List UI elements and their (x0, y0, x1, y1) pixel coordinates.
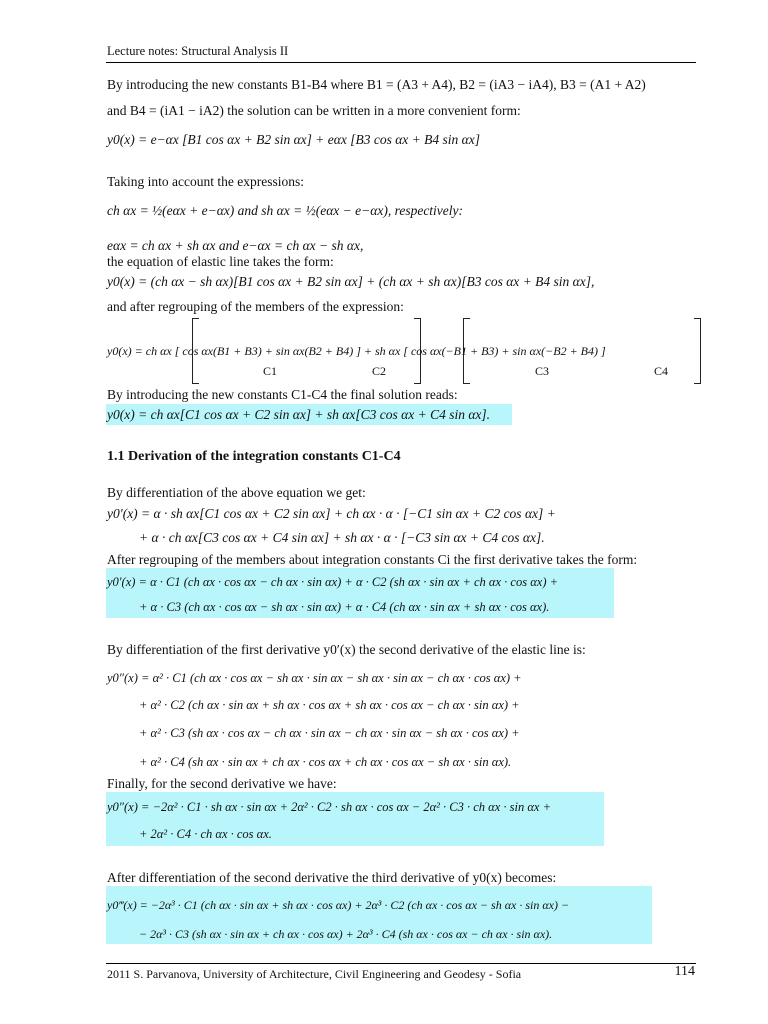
text-line: By differentiation of the above equation we get: (107, 485, 366, 500)
equation: + α² · C4 (sh αx · sin αx + ch αx · cos αx + ch αx · cos αx − sh αx · sin αx). (139, 755, 512, 769)
equation: − 2α³ · C3 (sh αx · sin αx + ch αx · cos αx) + 2α³ · C4 (sh αx · cos αx − ch αx · sin αx). (139, 927, 553, 941)
equation: y0(x) = ch αx[C1 cos αx + C2 sin αx] + sh αx[C3 cos αx + C4 sin αx]. (107, 407, 491, 422)
brace-label-c4: C4 (654, 364, 669, 378)
text-line: By introducing the new constants C1-C4 the final solution reads: (107, 387, 458, 402)
text-line: After differentiation of the second derivative the third derivative of y0(x) becomes: (107, 870, 557, 885)
equation: + α² · C2 (ch αx · sin αx + sh αx · cos αx + sh αx · cos αx − ch αx · sin αx) + (139, 698, 520, 712)
text-line: and after regrouping of the members of the expression: (107, 299, 404, 314)
brace-label-c2: C2 (372, 364, 387, 378)
brace-label-c3: C3 (535, 364, 550, 378)
text-line: By differentiation of the first derivative y0′(x) the second derivative of the elastic line is: (107, 642, 586, 657)
equation: + 2α² · C4 · ch αx · cos αx. (139, 827, 272, 841)
equation: y0″(x) = −2α² · C1 · sh αx · sin αx + 2α² · C2 · sh αx · cos αx − 2α² · C3 · ch αx · sin αx + (107, 800, 552, 814)
running-header: Lecture notes: Structural Analysis II (107, 44, 289, 58)
section-heading: 1.1 Derivation of the integration constants C1-C4 (107, 449, 401, 464)
brace-label-c1: C1 (263, 364, 278, 378)
text-line: and B4 = (iA1 − iA2) the solution can be written in a more convenient form: (107, 103, 521, 118)
equation: y0′(x) = α · C1 (ch αx · cos αx − ch αx · sin αx) + α · C2 (sh αx · sin αx + ch αx · cos αx) + (107, 575, 559, 589)
equation: y0′(x) = α · sh αx[C1 cos αx + C2 sin αx] + ch αx · α · [−C1 sin αx + C2 cos αx] + (107, 506, 556, 521)
footer-text: 2011 S. Parvanova, University of Architecture, Civil Engineering and Geodesy - Sofia (107, 967, 522, 981)
equation: y0(x) = (ch αx − sh αx)[B1 cos αx + B2 sin αx] + (ch αx + sh αx)[B3 cos αx + B4 sin αx], (107, 274, 595, 289)
equation: + α² · C3 (sh αx · cos αx − ch αx · sin αx − ch αx · sin αx − sh αx · cos αx) + (139, 726, 520, 740)
equation: ch αx = ½(eαx + e−αx) and sh αx = ½(eαx − e−αx), respectively: (107, 203, 464, 218)
text-line: the equation of elastic line takes the form: (107, 254, 334, 269)
header-rule (106, 62, 696, 63)
equation: eαx = ch αx + sh αx and e−αx = ch αx − sh αx, (107, 238, 364, 253)
text-line: Taking into account the expressions: (107, 174, 305, 189)
text-line: Finally, for the second derivative we have: (107, 776, 337, 791)
footer-rule (106, 963, 696, 964)
equation: y0(x) = ch αx [ cos αx(B1 + B3) + sin αx(B2 + B4) ] + sh αx [ cos αx(−B1 + B3) + sin αx(−B2 + B4) ] (107, 344, 606, 358)
equation: + α · C3 (ch αx · cos αx − sh αx · sin αx) + α · C4 (ch αx · sin αx + sh αx · cos αx). (139, 600, 550, 614)
text-line: By introducing the new constants B1-B4 where B1 = (A3 + A4), B2 = (iA3 − iA4), B3 = (A1 + A2) (107, 77, 646, 92)
text-line: After regrouping of the members about integration constants Ci the first derivative takes the form: (107, 552, 638, 567)
equation: + α · ch αx[C3 cos αx + C4 sin αx] + sh αx · α · [−C3 sin αx + C4 cos αx]. (139, 530, 545, 545)
equation: y0(x) = e−αx [B1 cos αx + B2 sin αx] + eαx [B3 cos αx + B4 sin αx] (107, 132, 480, 147)
equation: y0‴(x) = −2α³ · C1 (ch αx · sin αx + sh αx · cos αx) + 2α³ · C2 (ch αx · cos αx − sh αx · sin αx) − (107, 898, 570, 912)
page-number: 114 (674, 964, 695, 979)
right-bracket (694, 318, 701, 384)
equation: y0″(x) = α² · C1 (ch αx · cos αx − sh αx · sin αx − sh αx · sin αx − ch αx · cos αx) + (107, 671, 522, 685)
